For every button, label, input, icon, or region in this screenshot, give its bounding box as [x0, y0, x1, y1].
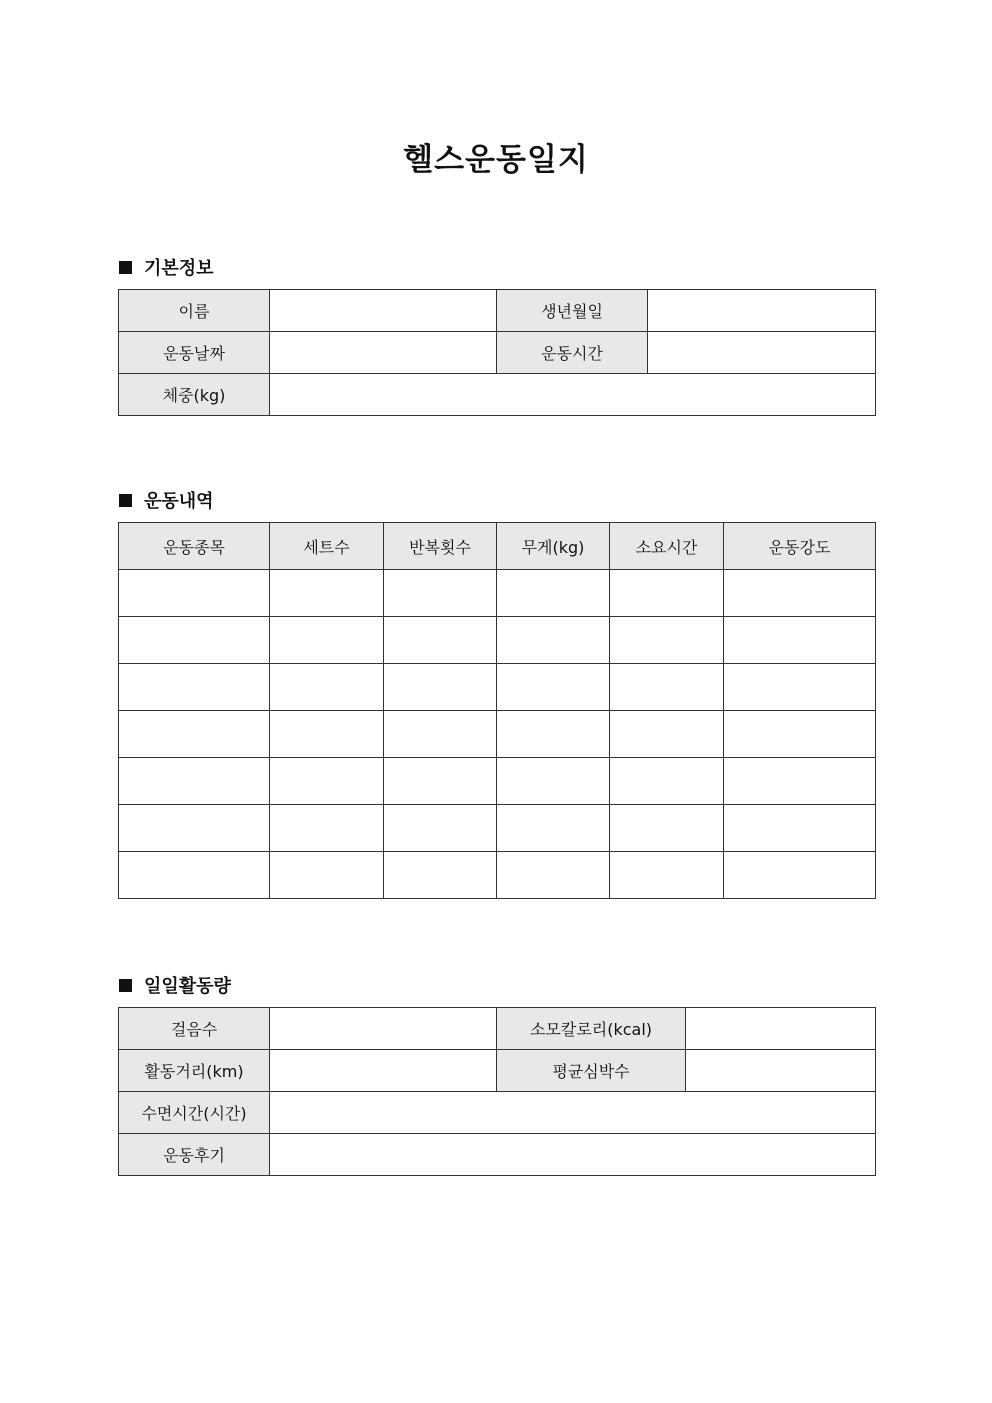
- column-header-reps: 반복횟수: [384, 523, 497, 570]
- square-bullet-icon: [119, 494, 132, 507]
- weight-cell[interactable]: [497, 570, 610, 617]
- distance-field[interactable]: [270, 1050, 497, 1092]
- heart-rate-field[interactable]: [686, 1050, 876, 1092]
- section-heading-exercise-log: [119, 487, 214, 513]
- review-label: 운동후기: [119, 1134, 270, 1176]
- table-row: [119, 805, 876, 852]
- heart-rate-label: 평균심박수: [497, 1050, 686, 1092]
- table-row: [119, 290, 876, 332]
- intensity-cell[interactable]: [724, 711, 876, 758]
- exercise-type-cell[interactable]: [119, 570, 270, 617]
- reps-cell[interactable]: [384, 852, 497, 899]
- table-row: [119, 758, 876, 805]
- exercise-type-cell[interactable]: [119, 617, 270, 664]
- table-header-row: [119, 523, 876, 570]
- sleep-field[interactable]: [270, 1092, 876, 1134]
- table-row: [119, 1050, 876, 1092]
- intensity-cell[interactable]: [724, 805, 876, 852]
- square-bullet-icon: [119, 979, 132, 992]
- duration-cell[interactable]: [610, 617, 724, 664]
- duration-cell[interactable]: [610, 570, 724, 617]
- intensity-cell[interactable]: [724, 758, 876, 805]
- exercise-log-body: [119, 570, 876, 899]
- section-heading-label: 기본정보: [144, 258, 214, 279]
- sets-cell[interactable]: [270, 758, 384, 805]
- weight-cell[interactable]: [497, 617, 610, 664]
- weight-field[interactable]: [270, 374, 876, 416]
- steps-label: 걸음수: [119, 1008, 270, 1050]
- weight-cell[interactable]: [497, 758, 610, 805]
- section-heading-daily-activity: [119, 972, 231, 998]
- reps-cell[interactable]: [384, 664, 497, 711]
- weight-cell[interactable]: [497, 711, 610, 758]
- duration-cell[interactable]: [610, 664, 724, 711]
- sets-cell[interactable]: [270, 570, 384, 617]
- calories-field[interactable]: [686, 1008, 876, 1050]
- reps-cell[interactable]: [384, 805, 497, 852]
- distance-label: 활동거리(km): [119, 1050, 270, 1092]
- duration-cell[interactable]: [610, 758, 724, 805]
- reps-cell[interactable]: [384, 758, 497, 805]
- birthdate-label: 생년월일: [497, 290, 648, 332]
- page-title: 헬스운동일지: [403, 142, 589, 178]
- section-heading-basic-info: [119, 254, 214, 280]
- calories-label: 소모칼로리(kcal): [497, 1008, 686, 1050]
- duration-cell[interactable]: [610, 805, 724, 852]
- exercise-date-label: 운동날짜: [119, 332, 270, 374]
- weight-cell[interactable]: [497, 805, 610, 852]
- exercise-type-cell[interactable]: [119, 711, 270, 758]
- weight-label: 체중(kg): [119, 374, 270, 416]
- column-header-exercise-type: 운동종목: [119, 523, 270, 570]
- intensity-cell[interactable]: [724, 617, 876, 664]
- column-header-duration: 소요시간: [610, 523, 724, 570]
- exercise-type-cell[interactable]: [119, 758, 270, 805]
- table-row: [119, 664, 876, 711]
- basic-info-table: [118, 289, 876, 416]
- review-field[interactable]: [270, 1134, 876, 1176]
- exercise-date-field[interactable]: [270, 332, 497, 374]
- table-row: [119, 1134, 876, 1176]
- column-header-intensity: 운동강도: [724, 523, 876, 570]
- intensity-cell[interactable]: [724, 664, 876, 711]
- column-header-sets: 세트수: [270, 523, 384, 570]
- intensity-cell[interactable]: [724, 570, 876, 617]
- exercise-type-cell[interactable]: [119, 664, 270, 711]
- weight-cell[interactable]: [497, 852, 610, 899]
- section-heading-label: 일일활동량: [144, 976, 231, 997]
- table-row: [119, 711, 876, 758]
- weight-cell[interactable]: [497, 664, 610, 711]
- section-heading-label: 운동내역: [144, 491, 214, 512]
- reps-cell[interactable]: [384, 570, 497, 617]
- sets-cell[interactable]: [270, 711, 384, 758]
- square-bullet-icon: [119, 261, 132, 274]
- birthdate-field[interactable]: [648, 290, 876, 332]
- table-row: [119, 852, 876, 899]
- table-row: [119, 1092, 876, 1134]
- exercise-type-cell[interactable]: [119, 805, 270, 852]
- name-label: 이름: [119, 290, 270, 332]
- steps-field[interactable]: [270, 1008, 497, 1050]
- table-row: [119, 374, 876, 416]
- name-field[interactable]: [270, 290, 497, 332]
- sets-cell[interactable]: [270, 805, 384, 852]
- exercise-time-field[interactable]: [648, 332, 876, 374]
- exercise-log-table: [118, 522, 876, 899]
- table-row: [119, 570, 876, 617]
- sets-cell[interactable]: [270, 617, 384, 664]
- intensity-cell[interactable]: [724, 852, 876, 899]
- table-row: [119, 617, 876, 664]
- reps-cell[interactable]: [384, 617, 497, 664]
- table-row: [119, 1008, 876, 1050]
- reps-cell[interactable]: [384, 711, 497, 758]
- sleep-label: 수면시간(시간): [119, 1092, 270, 1134]
- duration-cell[interactable]: [610, 711, 724, 758]
- column-header-weight: 무게(kg): [497, 523, 610, 570]
- sets-cell[interactable]: [270, 664, 384, 711]
- sets-cell[interactable]: [270, 852, 384, 899]
- exercise-time-label: 운동시간: [497, 332, 648, 374]
- duration-cell[interactable]: [610, 852, 724, 899]
- table-row: [119, 332, 876, 374]
- daily-activity-table: [118, 1007, 876, 1176]
- exercise-type-cell[interactable]: [119, 852, 270, 899]
